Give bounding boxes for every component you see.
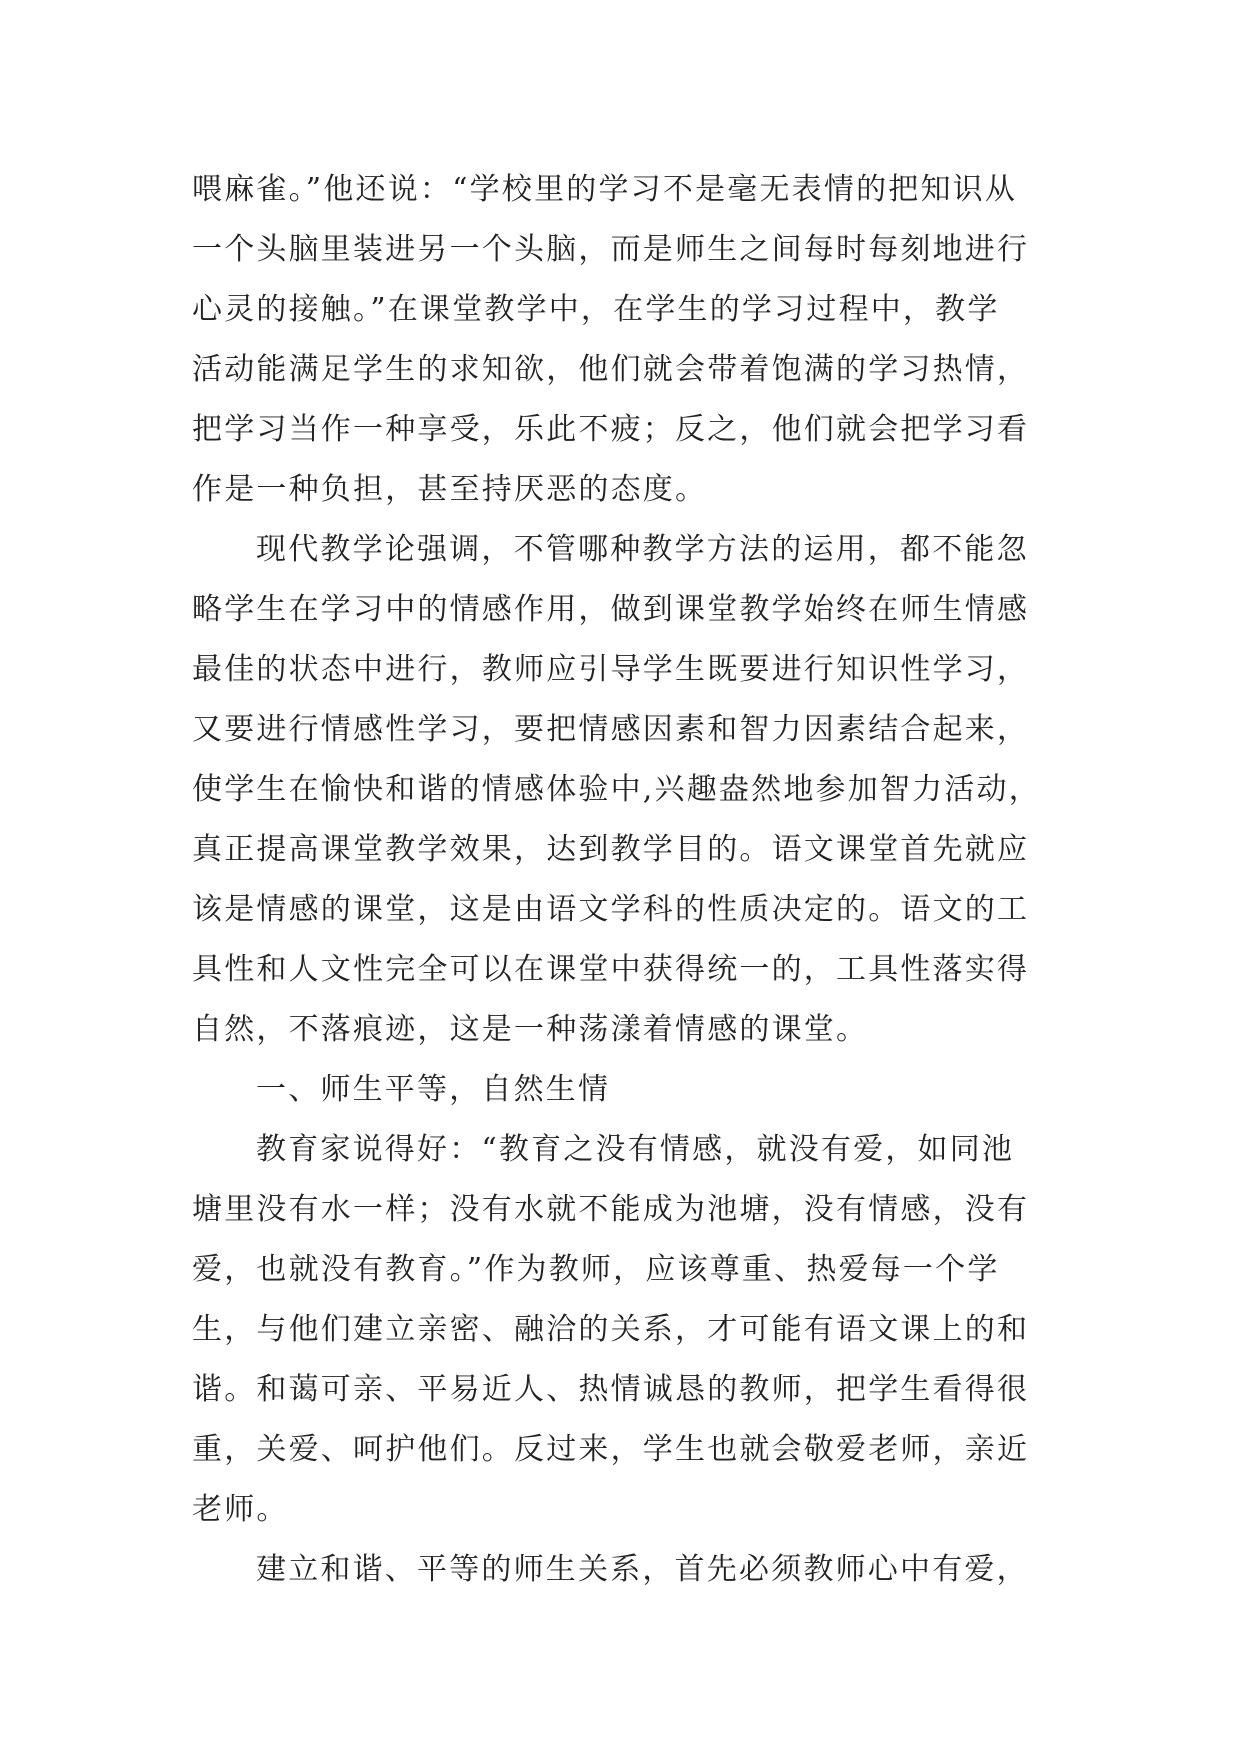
section-heading: 一、师生平等，自然生情	[256, 1072, 611, 1107]
text-line: 把学习当作一种享受，乐此不疲；反之，他们就会把学习看	[192, 412, 1030, 447]
text-line: 具性和人文性完全可以在课堂中获得统一的，工具性落实得	[192, 952, 1030, 987]
text-line: 心灵的接触。”在课堂教学中，在学生的学习过程中，教学	[192, 292, 1000, 327]
text-line: 塘里没有水一样；没有水就不能成为池塘，没有情感，没有	[192, 1192, 1030, 1227]
text-line: 爱，也就没有教育。”作为教师，应该尊重、热爱每一个学	[192, 1252, 1000, 1287]
text-line: 重，关爱、呵护他们。反过来，学生也就会敬爱老师，亲近	[192, 1432, 1030, 1467]
text-line: 一个头脑里装进另一个头脑，而是师生之间每时每刻地进行	[192, 232, 1030, 267]
text-line: 喂麻雀。”他还说：“学校里的学习不是毫无表情的把知识从	[192, 172, 1018, 207]
text-line: 生，与他们建立亲密、融洽的关系，才可能有语文课上的和	[192, 1312, 1030, 1347]
text-line: 真正提高课堂教学效果，达到教学目的。语文课堂首先就应	[192, 832, 1030, 867]
text-line: 活动能满足学生的求知欲，他们就会带着饱满的学习热情，	[192, 352, 1030, 387]
paragraph-first-line: 教育家说得好：“教育之没有情感，就没有爱，如同池	[256, 1132, 1015, 1167]
text-line: 谐。和蔼可亲、平易近人、热情诚恳的教师，把学生看得很	[192, 1372, 1030, 1407]
text-line: 略学生在学习中的情感作用，做到课堂教学始终在师生情感	[192, 592, 1030, 627]
paragraph-first-line: 现代教学论强调，不管哪种教学方法的运用，都不能忽	[256, 532, 1029, 567]
body-text	[192, 160, 1064, 1600]
text-line: 又要进行情感性学习，要把情感因素和智力因素结合起来，	[192, 712, 1030, 747]
text-line: 使学生在愉快和谐的情感体验中,兴趣盎然地参加智力活动，	[192, 772, 1041, 807]
text-line: 最佳的状态中进行，教师应引导学生既要进行知识性学习，	[192, 652, 1030, 687]
text-line: 自然，不落痕迹，这是一种荡漾着情感的课堂。	[192, 1012, 869, 1047]
text-line: 作是一种负担，甚至持厌恶的态度。	[192, 472, 708, 507]
text-line: 老师。	[192, 1492, 289, 1527]
paragraph-first-line: 建立和谐、平等的师生关系，首先必须教师心中有爱，	[256, 1552, 1029, 1587]
text-line: 该是情感的课堂，这是由语文学科的性质决定的。语文的工	[192, 892, 1030, 927]
